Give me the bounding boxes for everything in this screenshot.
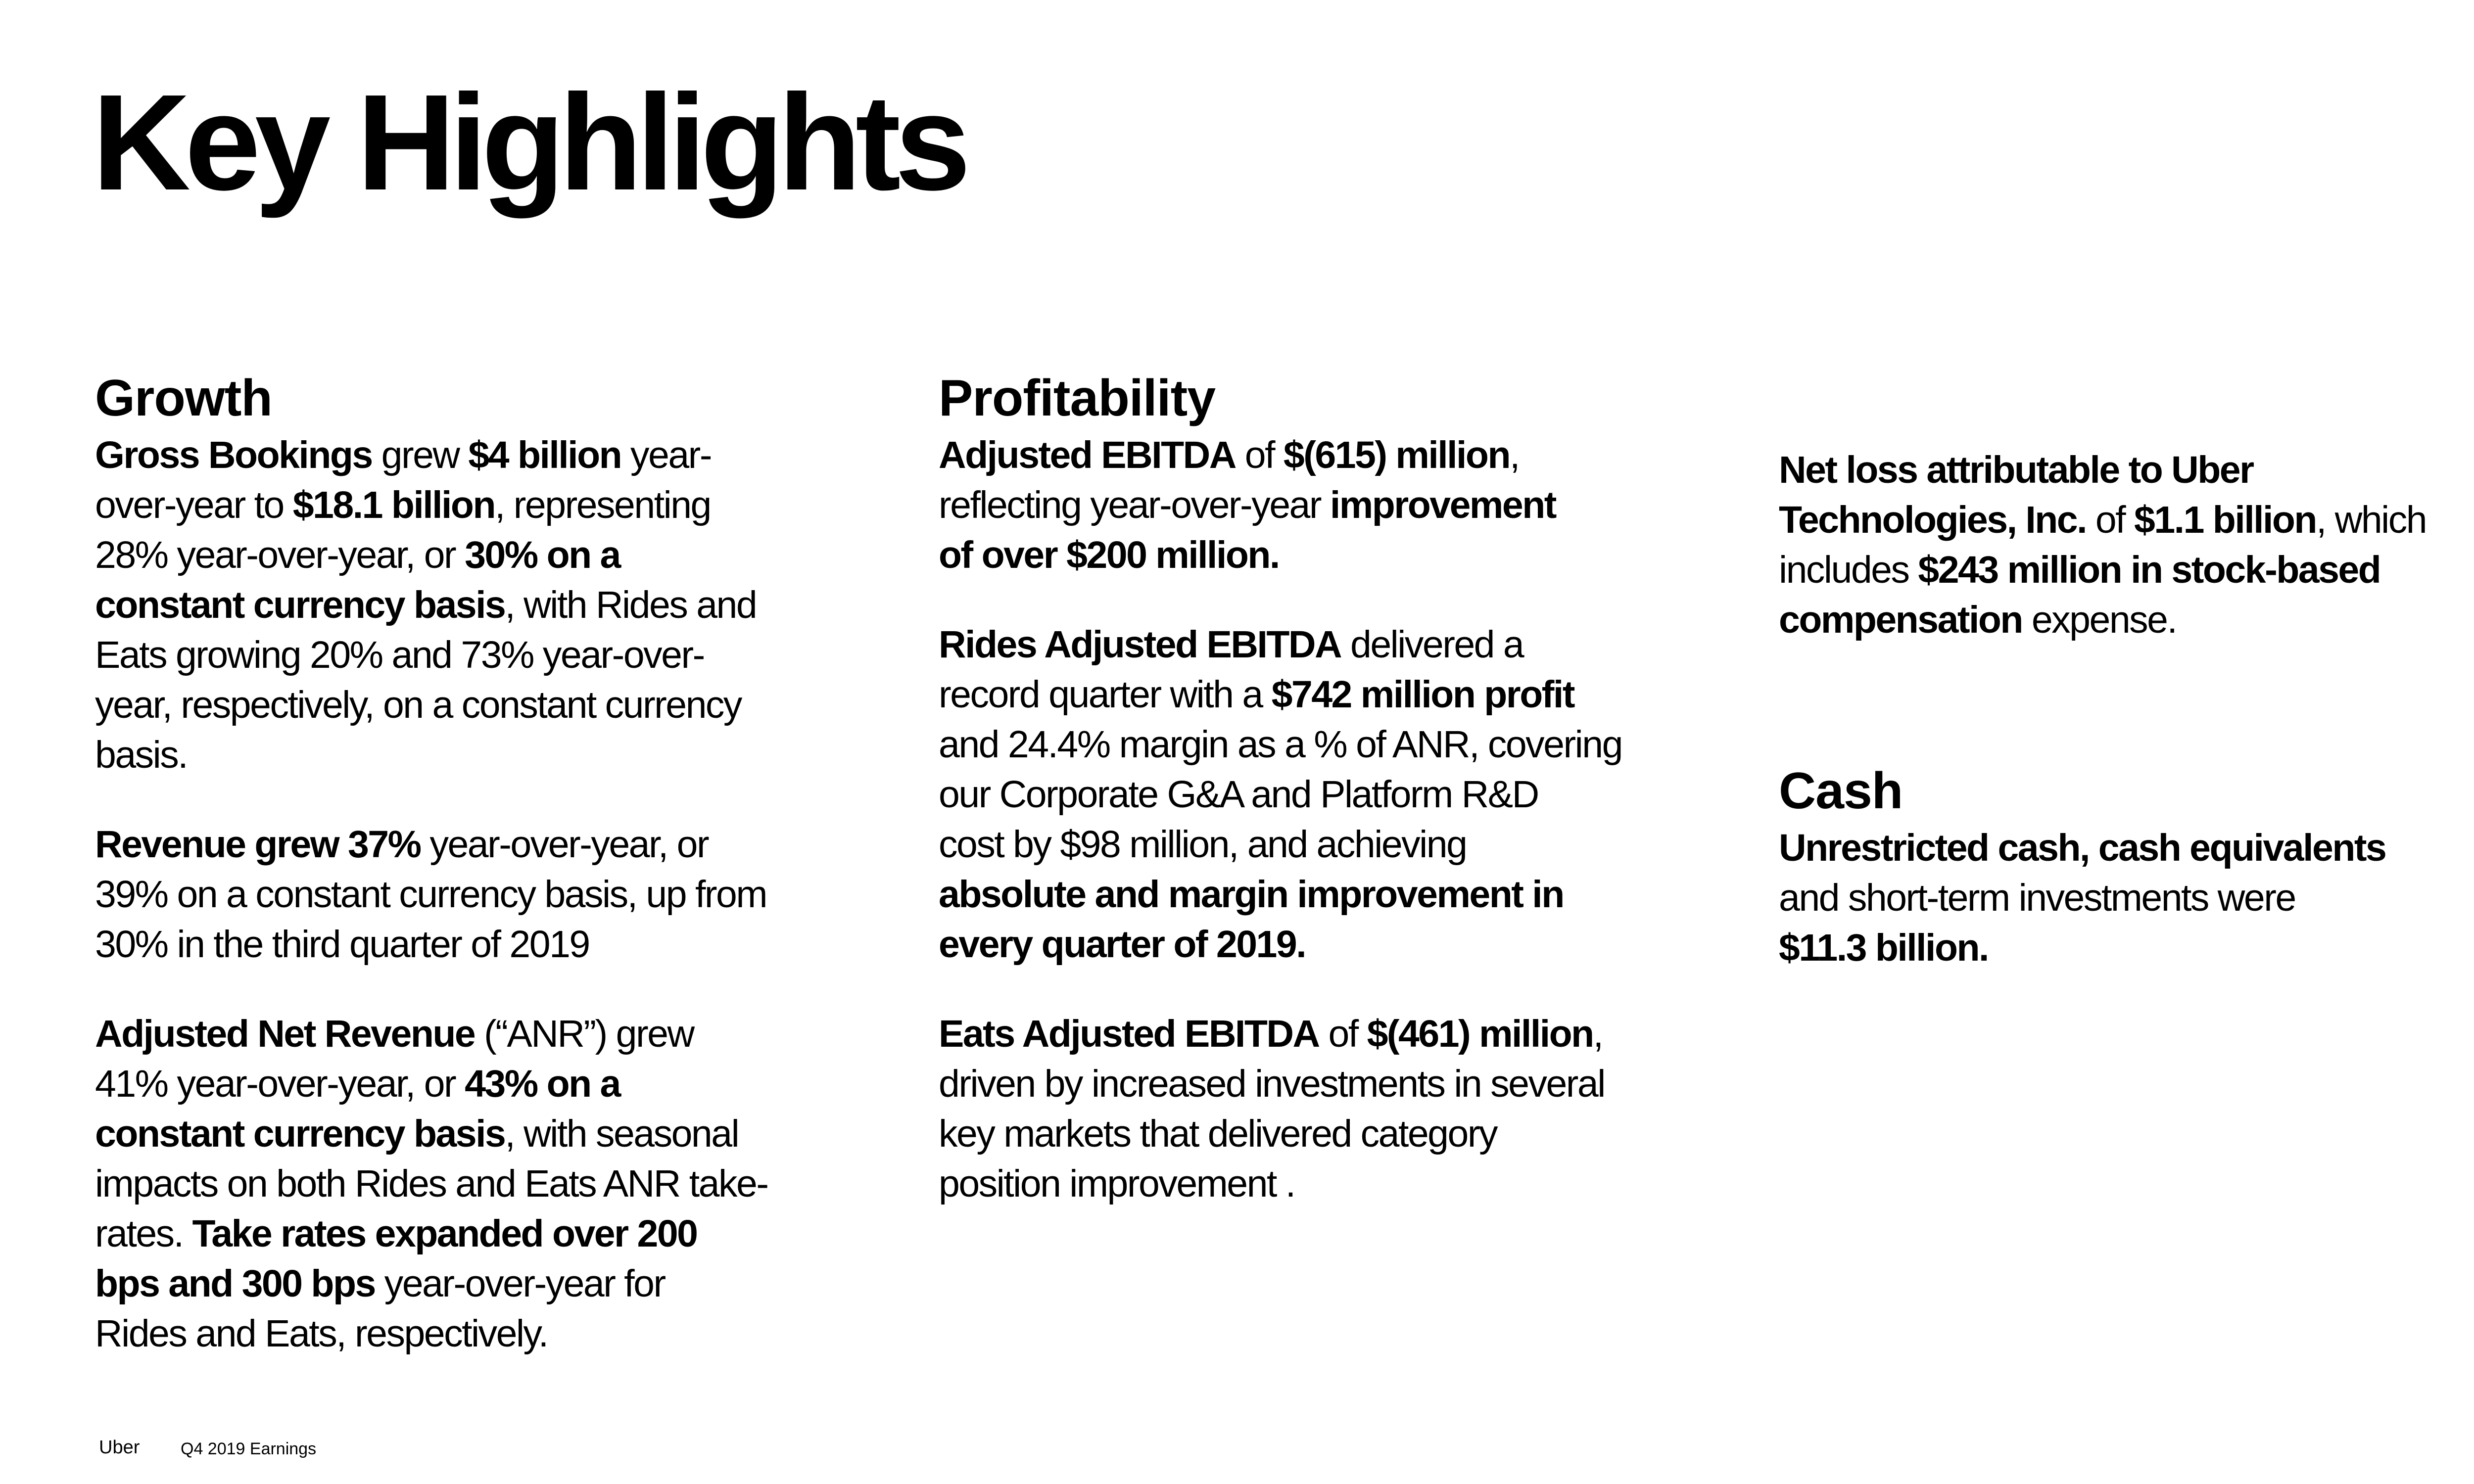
- text: , which: [2316, 499, 2426, 541]
- bold-text: $243 million in stock-based: [1918, 549, 2380, 591]
- bold-text: Adjusted EBITDA: [939, 434, 1236, 476]
- bold-text: bps and 300 bps: [95, 1262, 375, 1305]
- bold-text: Unrestricted cash, cash equivalents: [1779, 827, 2386, 869]
- paragraph: [1779, 445, 2474, 645]
- text-line: [939, 720, 1671, 770]
- growth-section: [95, 366, 827, 1359]
- text-line: [95, 630, 827, 680]
- text-line: [95, 730, 827, 780]
- text-line: [939, 1059, 1671, 1109]
- bold-text: improvement: [1330, 484, 1556, 526]
- text-line: [95, 480, 827, 530]
- bold-text: 30% on a: [465, 534, 620, 576]
- bold-text: Net loss attributable to Uber: [1779, 449, 2253, 491]
- text: and short-term investments were: [1779, 877, 2295, 919]
- text-line: [95, 580, 827, 630]
- profitability-heading: Profitability: [939, 370, 1216, 427]
- text: , representing: [495, 484, 711, 526]
- text: year-over-year, or: [420, 823, 709, 866]
- text: delivered a: [1341, 623, 1523, 666]
- text-line: [939, 870, 1671, 920]
- text: key markets that delivered category: [939, 1113, 1497, 1155]
- cash-heading: Cash: [1779, 762, 1903, 820]
- text-line: [939, 430, 1671, 480]
- text: 30% in the third quarter of 2019: [95, 923, 589, 966]
- bold-text: Revenue grew 37%: [95, 823, 421, 866]
- text: ,: [1510, 434, 1519, 476]
- text: (“ANR”) grew: [475, 1013, 694, 1055]
- bold-text: compensation: [1779, 599, 2022, 641]
- text-line: [939, 480, 1671, 530]
- bold-text: $18.1 billion: [292, 484, 495, 526]
- bold-text: constant currency basis: [95, 1113, 505, 1155]
- text: record quarter with a: [939, 673, 1272, 716]
- cash-paragraphs: [1779, 823, 2474, 973]
- text: position improvement .: [939, 1162, 1295, 1205]
- text-line: [95, 1259, 827, 1309]
- paragraph: [939, 1009, 1671, 1209]
- paragraph: [1779, 823, 2474, 973]
- paragraph: [939, 430, 1671, 580]
- text-line: [95, 1009, 827, 1059]
- paragraph: [939, 620, 1671, 970]
- text: , with seasonal: [505, 1113, 739, 1155]
- text: Rides and Eats, respectively.: [95, 1312, 548, 1355]
- text: 41% year-over-year, or: [95, 1063, 465, 1105]
- paragraph: [95, 430, 827, 780]
- bold-text: of over $200 million.: [939, 534, 1279, 576]
- bold-text: $1.1 billion: [2134, 499, 2316, 541]
- text-line: [1779, 545, 2474, 595]
- text: of: [2086, 499, 2135, 541]
- text: rates.: [95, 1212, 192, 1255]
- text-line: [939, 1159, 1671, 1209]
- growth-heading: Growth: [95, 370, 272, 427]
- text: driven by increased investments in several: [939, 1063, 1605, 1105]
- text-line: [1779, 495, 2474, 545]
- paragraph: [95, 1009, 827, 1359]
- bold-text: $4 billion: [468, 434, 621, 476]
- bold-text: Adjusted Net Revenue: [95, 1013, 475, 1055]
- net-loss-paragraphs: [1779, 445, 2474, 645]
- text-line: [939, 1109, 1671, 1159]
- text-line: [95, 1109, 827, 1159]
- text: reflecting year-over-year: [939, 484, 1330, 526]
- net-loss-and-cash-section: [1779, 445, 2474, 973]
- bold-text: Take rates expanded over 200: [192, 1212, 697, 1255]
- cash-section: [1779, 759, 2474, 973]
- text-line: [95, 870, 827, 920]
- text: year, respectively, on a constant currency: [95, 684, 741, 726]
- profitability-paragraphs: [939, 430, 1671, 1209]
- text: of: [1319, 1013, 1367, 1055]
- footer-uber-logo: Uber: [99, 1437, 140, 1458]
- bold-text: 43% on a: [465, 1063, 620, 1105]
- bold-text: $11.3 billion.: [1779, 927, 1988, 969]
- profitability-section: [939, 366, 1671, 1209]
- text: ,: [1593, 1013, 1603, 1055]
- text: basis.: [95, 734, 188, 776]
- text: 28% year-over-year, or: [95, 534, 465, 576]
- text-line: [95, 820, 827, 870]
- text-line: [939, 530, 1671, 580]
- text: expense.: [2022, 599, 2177, 641]
- bold-text: constant currency basis: [95, 584, 505, 626]
- text-line: [939, 770, 1671, 820]
- text: , with Rides and: [505, 584, 757, 626]
- text-line: [1779, 445, 2474, 495]
- text: year-: [621, 434, 711, 476]
- footer-label: Q4 2019 Earnings: [181, 1439, 317, 1458]
- text-line: [95, 680, 827, 730]
- text: impacts on both Rides and Eats ANR take-: [95, 1162, 768, 1205]
- text: includes: [1779, 549, 1918, 591]
- text-line: [95, 1309, 827, 1359]
- text-line: [95, 920, 827, 970]
- text: cost by $98 million, and achieving: [939, 823, 1467, 866]
- slide-title: Key Highlights: [92, 66, 965, 219]
- text-line: [939, 820, 1671, 870]
- text: grew: [372, 434, 469, 476]
- bold-text: Technologies, Inc.: [1779, 499, 2087, 541]
- bold-text: absolute and margin improvement in: [939, 873, 1564, 916]
- bold-text: $(615) million: [1283, 434, 1510, 476]
- bold-text: Gross Bookings: [95, 434, 372, 476]
- text-line: [95, 1209, 827, 1259]
- text-line: [939, 1009, 1671, 1059]
- text-line: [95, 530, 827, 580]
- text: Eats growing 20% and 73% year-over-: [95, 634, 704, 676]
- bold-text: $742 million profit: [1271, 673, 1574, 716]
- text: of: [1235, 434, 1284, 476]
- text-line: [939, 670, 1671, 720]
- text-line: [95, 1059, 827, 1109]
- text-line: [939, 620, 1671, 670]
- text-line: [1779, 595, 2474, 645]
- paragraph: [95, 820, 827, 970]
- text-line: [1779, 873, 2474, 923]
- text-line: [1779, 923, 2474, 973]
- text-line: [1779, 823, 2474, 873]
- text: our Corporate G&A and Platform R&D: [939, 773, 1538, 816]
- text: year-over-year for: [375, 1262, 665, 1305]
- text: 39% on a constant currency basis, up from: [95, 873, 766, 916]
- text: and 24.4% margin as a % of ANR, covering: [939, 723, 1622, 766]
- text-line: [95, 430, 827, 480]
- bold-text: every quarter of 2019.: [939, 923, 1306, 966]
- bold-text: $(461) million: [1367, 1013, 1593, 1055]
- text-line: [939, 920, 1671, 970]
- text-line: [95, 1159, 827, 1209]
- text: over-year to: [95, 484, 293, 526]
- bold-text: Rides Adjusted EBITDA: [939, 623, 1341, 666]
- growth-paragraphs: [95, 430, 827, 1359]
- bold-text: Eats Adjusted EBITDA: [939, 1013, 1319, 1055]
